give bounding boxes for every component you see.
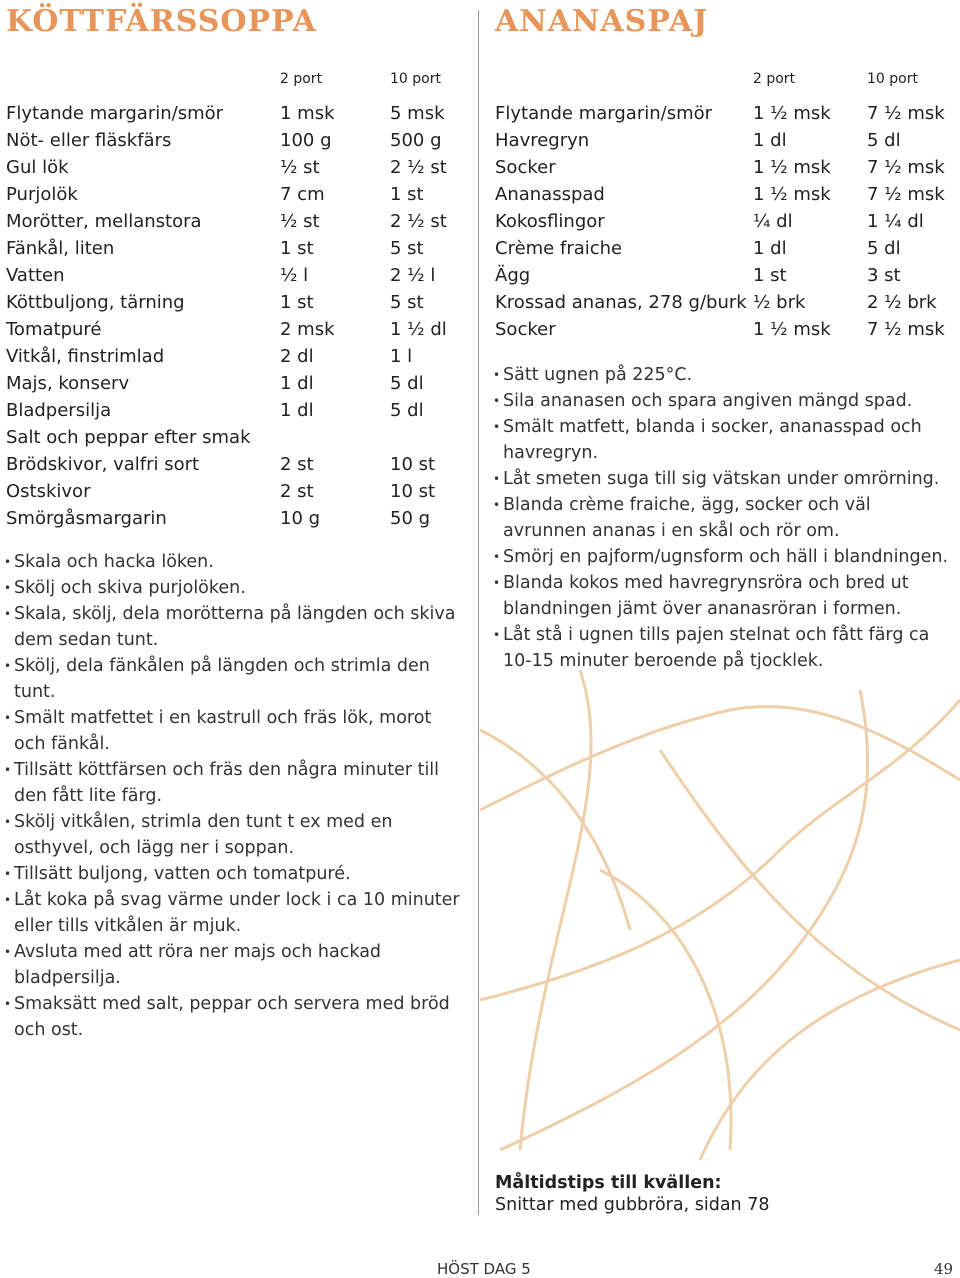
- ingredient-row: [6, 481, 476, 508]
- instruction-step: • Låt koka på svag värme under lock i ca 10 minuter eller tills vitkålen är mjuk.: [6, 887, 468, 939]
- ingredient-row: [495, 319, 960, 346]
- ingredient-name: Crème fraiche: [495, 238, 623, 259]
- ingredient-row: [6, 319, 476, 346]
- amount-10-port: 2 ½ l: [390, 265, 436, 286]
- instruction-step: • Avsluta med att röra ner majs och hackad bladpersilja.: [6, 939, 468, 991]
- ingredient-row: [6, 427, 476, 454]
- amount-10-port: 5 dl: [390, 373, 424, 394]
- ingredient-table-right: [495, 103, 960, 346]
- amount-10-port: 2 ½ st: [390, 211, 447, 232]
- ingredient-name: Bladpersilja: [6, 400, 112, 421]
- amount-10-port: 7 ½ msk: [867, 184, 945, 205]
- amount-10-port: 1 st: [390, 184, 424, 205]
- ingredient-name: Havregryn: [495, 130, 590, 151]
- recipe-title-ananaspaj: ANANASPAJ: [495, 4, 709, 39]
- meal-tips: [495, 1172, 769, 1216]
- ingredient-name: Fänkål, liten: [6, 238, 115, 259]
- amount-10-port: 5 msk: [390, 103, 445, 124]
- ingredient-name: Morötter, mellanstora: [6, 211, 202, 232]
- instruction-step: • Blanda kokos med havregrynsröra och bred ut blandningen jämt över ananasröran i formen.: [495, 570, 950, 622]
- instruction-step: • Skölj och skiva purjolöken.: [6, 575, 468, 601]
- amount-10-port: 7 ½ msk: [867, 319, 945, 340]
- ingredient-name: Socker: [495, 319, 556, 340]
- recipe-title-kottfarssoppa: KÖTTFÄRSSOPPA: [6, 4, 317, 39]
- amount-10-port: 1 ¼ dl: [867, 211, 924, 232]
- decorative-lines: [480, 670, 960, 1160]
- ingredient-row: [495, 211, 960, 238]
- instruction-step: • Skala och hacka löken.: [6, 549, 468, 575]
- amount-2-port: 1 ½ msk: [753, 184, 831, 205]
- amount-2-port: 1 dl: [753, 130, 787, 151]
- ingredient-name: Köttbuljong, tärning: [6, 292, 185, 313]
- ingredient-row: [6, 184, 476, 211]
- instruction-step: • Skölj, dela fänkålen på längden och strimla den tunt.: [6, 653, 468, 705]
- instruction-step: • Smaksätt med salt, peppar och servera med bröd och ost.: [6, 991, 468, 1043]
- instruction-step: • Sätt ugnen på 225°C.: [495, 362, 950, 388]
- amount-2-port: 2 msk: [280, 319, 335, 340]
- ingredient-row: [6, 103, 476, 130]
- amount-10-port: 5 dl: [390, 400, 424, 421]
- ingredient-name: Nöt- eller fläskfärs: [6, 130, 172, 151]
- amount-2-port: ¼ dl: [753, 211, 793, 232]
- instruction-step: • Smält matfett, blanda i socker, ananasspad och havregryn.: [495, 414, 950, 466]
- ingredient-row: [6, 211, 476, 238]
- header-10-port: 10 port: [390, 71, 441, 87]
- instruction-step: • Skölj vitkålen, strimla den tunt t ex med en osthyvel, och lägg ner i soppan.: [6, 809, 468, 861]
- amount-10-port: 5 st: [390, 292, 424, 313]
- instruction-step: • Sila ananasen och spara angiven mängd spad.: [495, 388, 950, 414]
- ingredient-name: Vatten: [6, 265, 65, 286]
- ingredient-row: [6, 292, 476, 319]
- ingredient-row: [6, 157, 476, 184]
- amount-2-port: 7 cm: [280, 184, 325, 205]
- amount-2-port: 10 g: [280, 508, 321, 529]
- instruction-step: • Blanda crème fraiche, ägg, socker och väl avrunnen ananas i en skål och rör om.: [495, 492, 950, 544]
- amount-2-port: 1 dl: [280, 373, 314, 394]
- amount-2-port: 1 ½ msk: [753, 157, 831, 178]
- amount-2-port: 1 dl: [753, 238, 787, 259]
- instructions-left: [6, 549, 468, 1043]
- instruction-step: • Skala, skölj, dela morötterna på längden och skiva dem sedan tunt.: [6, 601, 468, 653]
- header-10-port: 10 port: [867, 71, 918, 87]
- ingredient-name: Ostskivor: [6, 481, 91, 502]
- ingredient-name: Gul lök: [6, 157, 69, 178]
- instruction-step: • Tillsätt buljong, vatten och tomatpuré.: [6, 861, 468, 887]
- amount-10-port: 5 dl: [867, 238, 901, 259]
- footer-section: HÖST DAG 5: [437, 1260, 531, 1278]
- ingredient-row: [6, 238, 476, 265]
- amount-2-port: 1 st: [280, 238, 314, 259]
- amount-10-port: 2 ½ st: [390, 157, 447, 178]
- column-divider: [478, 10, 479, 1215]
- amount-2-port: ½ st: [280, 157, 320, 178]
- ingredient-name: Kokosflingor: [495, 211, 605, 232]
- instruction-step: • Tillsätt köttfärsen och fräs den några minuter till den fått lite färg.: [6, 757, 468, 809]
- ingredient-name: Flytande margarin/smör: [495, 103, 713, 124]
- amount-10-port: 5 dl: [867, 130, 901, 151]
- amount-2-port: 2 st: [280, 481, 314, 502]
- amount-10-port: 10 st: [390, 481, 436, 502]
- ingredient-row: [495, 238, 960, 265]
- ingredient-name: Ägg: [495, 265, 531, 286]
- ingredient-row: [6, 265, 476, 292]
- instruction-step: • Smält matfettet i en kastrull och fräs lök, morot och fänkål.: [6, 705, 468, 757]
- ingredient-name: Ananasspad: [495, 184, 605, 205]
- ingredient-row: [6, 454, 476, 481]
- meal-tips-heading: Måltidstips till kvällen:: [495, 1173, 722, 1193]
- amount-10-port: 2 ½ brk: [867, 292, 937, 313]
- amount-10-port: 1 l: [390, 346, 413, 367]
- header-2-port: 2 port: [753, 71, 796, 87]
- amount-2-port: 1 st: [280, 292, 314, 313]
- amount-2-port: 1 ½ msk: [753, 103, 831, 124]
- amount-2-port: 2 st: [280, 454, 314, 475]
- ingredient-row: [6, 373, 476, 400]
- ingredient-name: Krossad ananas, 278 g/burk: [495, 292, 747, 313]
- ingredient-name: Smörgåsmargarin: [6, 508, 167, 529]
- meal-tips-text: Snittar med gubbröra, sidan 78: [495, 1195, 770, 1215]
- amount-10-port: 50 g: [390, 508, 431, 529]
- amount-2-port: 1 dl: [280, 400, 314, 421]
- ingredient-name: Socker: [495, 157, 556, 178]
- amount-10-port: 1 ½ dl: [390, 319, 447, 340]
- instruction-step: • Låt smeten suga till sig vätskan under omrörning.: [495, 466, 950, 492]
- page-number: 49: [934, 1260, 954, 1278]
- header-2-port: 2 port: [280, 71, 323, 87]
- amount-2-port: 100 g: [280, 130, 332, 151]
- ingredient-table-left: [6, 103, 476, 535]
- ingredient-row: [495, 157, 960, 184]
- amount-2-port: 1 ½ msk: [753, 319, 831, 340]
- ingredient-row: [495, 130, 960, 157]
- ingredient-name: Vitkål, finstrimlad: [6, 346, 165, 367]
- ingredient-row: [495, 265, 960, 292]
- instructions-right: [495, 362, 950, 674]
- amount-10-port: 3 st: [867, 265, 901, 286]
- amount-2-port: 1 msk: [280, 103, 335, 124]
- amount-10-port: 5 st: [390, 238, 424, 259]
- instruction-step: • Låt stå i ugnen tills pajen stelnat och fått färg ca 10-15 minuter beroende på tjocklek.: [495, 622, 950, 674]
- amount-2-port: 2 dl: [280, 346, 314, 367]
- amount-10-port: 7 ½ msk: [867, 103, 945, 124]
- ingredient-name: Tomatpuré: [6, 319, 102, 340]
- ingredient-name: Majs, konserv: [6, 373, 130, 394]
- ingredient-name: Flytande margarin/smör: [6, 103, 224, 124]
- ingredient-name: Salt och peppar efter smak: [6, 427, 251, 448]
- amount-10-port: 7 ½ msk: [867, 157, 945, 178]
- ingredient-row: [6, 346, 476, 373]
- amount-2-port: ½ l: [280, 265, 309, 286]
- ingredient-row: [495, 292, 960, 319]
- ingredient-name: Purjolök: [6, 184, 78, 205]
- ingredient-name: Brödskivor, valfri sort: [6, 454, 200, 475]
- ingredient-row: [6, 130, 476, 157]
- amount-2-port: ½ brk: [753, 292, 806, 313]
- ingredient-row: [495, 184, 960, 211]
- ingredient-row: [6, 508, 476, 535]
- amount-10-port: 10 st: [390, 454, 436, 475]
- ingredient-row: [495, 103, 960, 130]
- amount-10-port: 500 g: [390, 130, 442, 151]
- instruction-step: • Smörj en pajform/ugnsform och häll i blandningen.: [495, 544, 950, 570]
- amount-2-port: ½ st: [280, 211, 320, 232]
- amount-2-port: 1 st: [753, 265, 787, 286]
- ingredient-row: [6, 400, 476, 427]
